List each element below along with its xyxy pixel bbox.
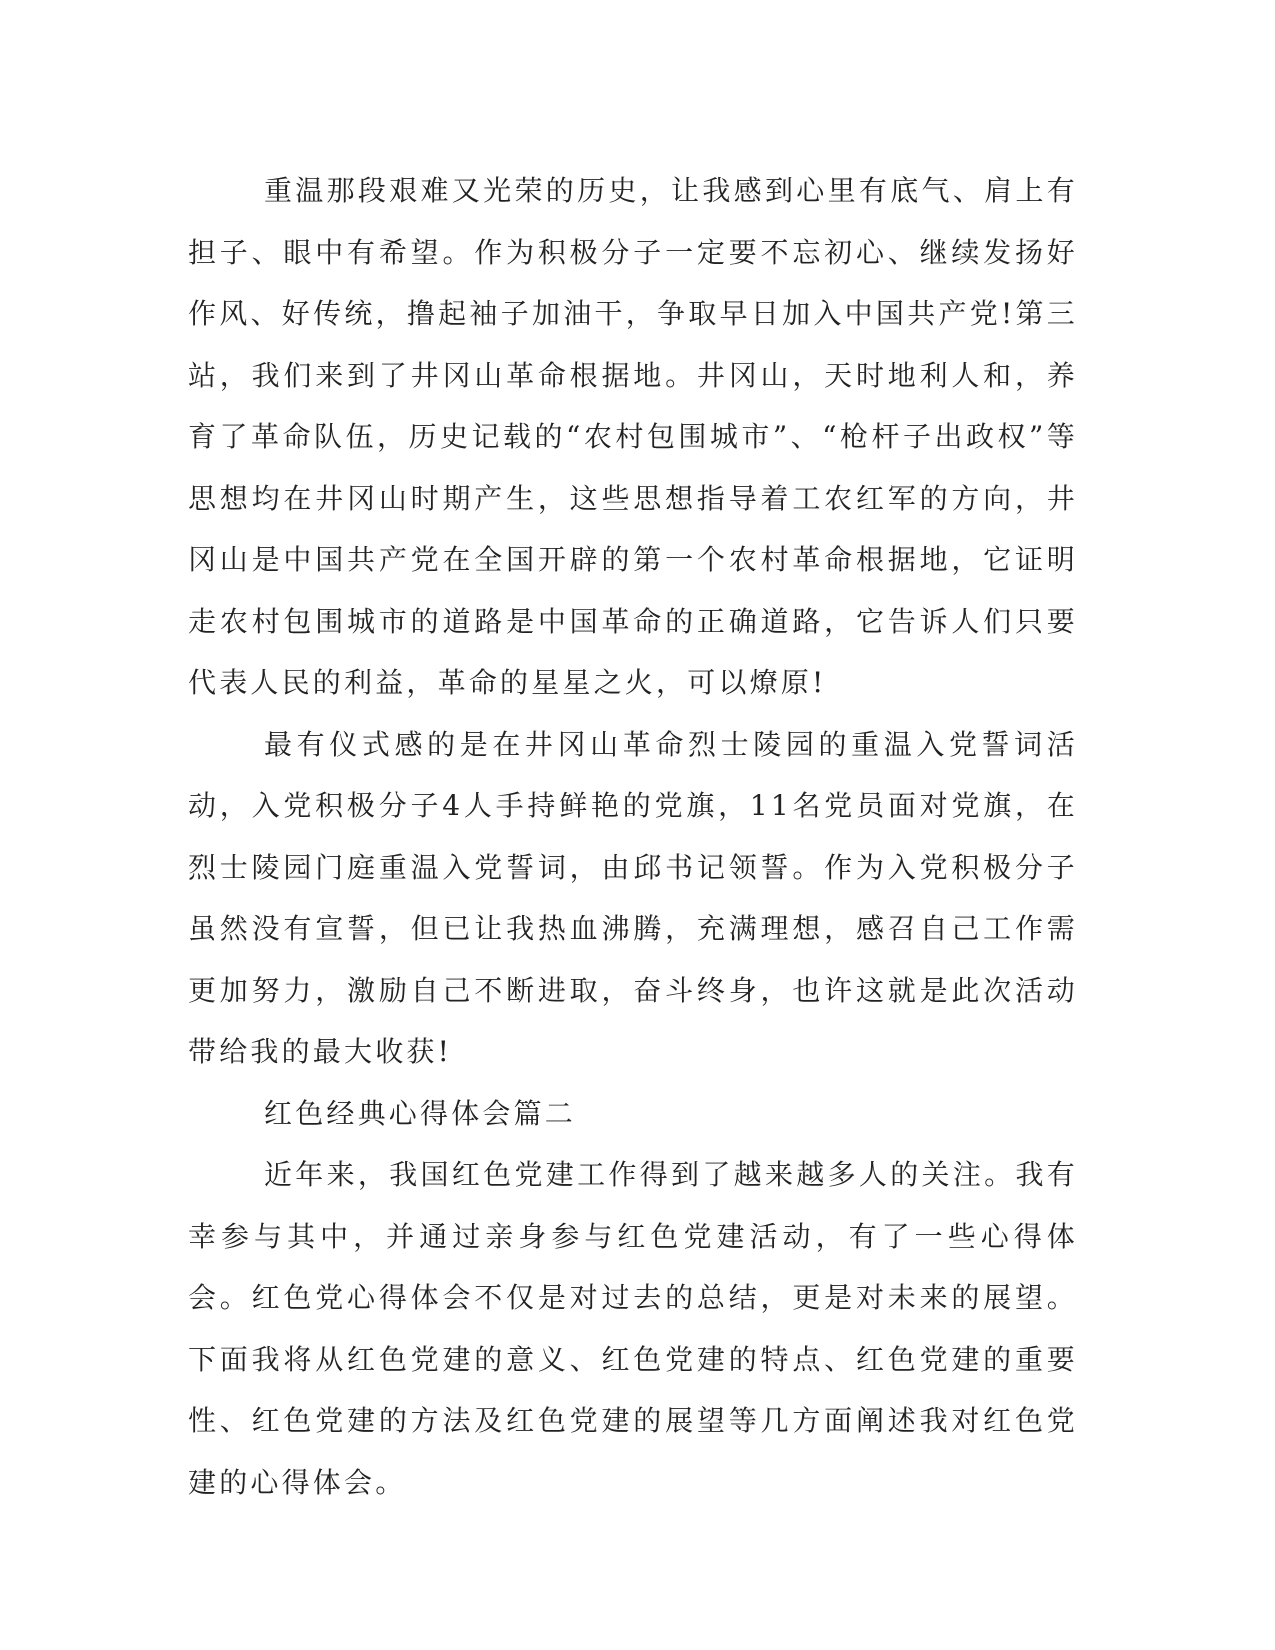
paragraph-jinggangshan-history: 重温那段艰难又光荣的历史，让我感到心里有底气、肩上有担子、眼中有希望。作为积极分子一定要不忘初心、继续发扬好作风、好传统，撸起袖子加油干，争取早日加入中国共产党!第三站，我们来到了井冈山革命根据地。井冈山，天时地利人和，养育了革命队伍，历史记载的“农村包围城市”、“枪杆子出政权”等思想均在井冈山时期产生，这些思想指导着工农红军的方向，井冈山是中国共产党在全国开辟的第一个农村革命根据地，它证明走农村包围城市的道路是中国革命的正确道路，它告诉人们只要代表人民的利益，革命的星星之火，可以燎原! xyxy=(188,174,1078,699)
paragraph-red-party-building: 近年来，我国红色党建工作得到了越来越多人的关注。我有幸参与其中，并通过亲身参与红色党建活动，有了一些心得体会。红色党心得体会不仅是对过去的总结，更是对未来的展望。下面我将从红色党建的意义、红色党建的特点、红色党建的重要性、红色党建的方法及红色党建的展望等几方面阐述我对红色党建的心得体会。 xyxy=(188,1158,1078,1499)
section-heading-part-two: 红色经典心得体会篇二 xyxy=(264,1096,577,1130)
paragraph-oath-ceremony: 最有仪式感的是在井冈山革命烈士陵园的重温入党誓词活动，入党积极分子4人手持鲜艳的党旗，11名党员面对党旗，在烈士陵园门庭重温入党誓词，由邱书记领誓。作为入党积极分子虽然没有宣誓，但已让我热血沸腾，充满理想，感召自己工作需更加努力，激励自己不断进取，奋斗终身，也许这就是此次活动带给我的最大收获! xyxy=(188,727,1078,1068)
document-body xyxy=(188,160,1078,1513)
